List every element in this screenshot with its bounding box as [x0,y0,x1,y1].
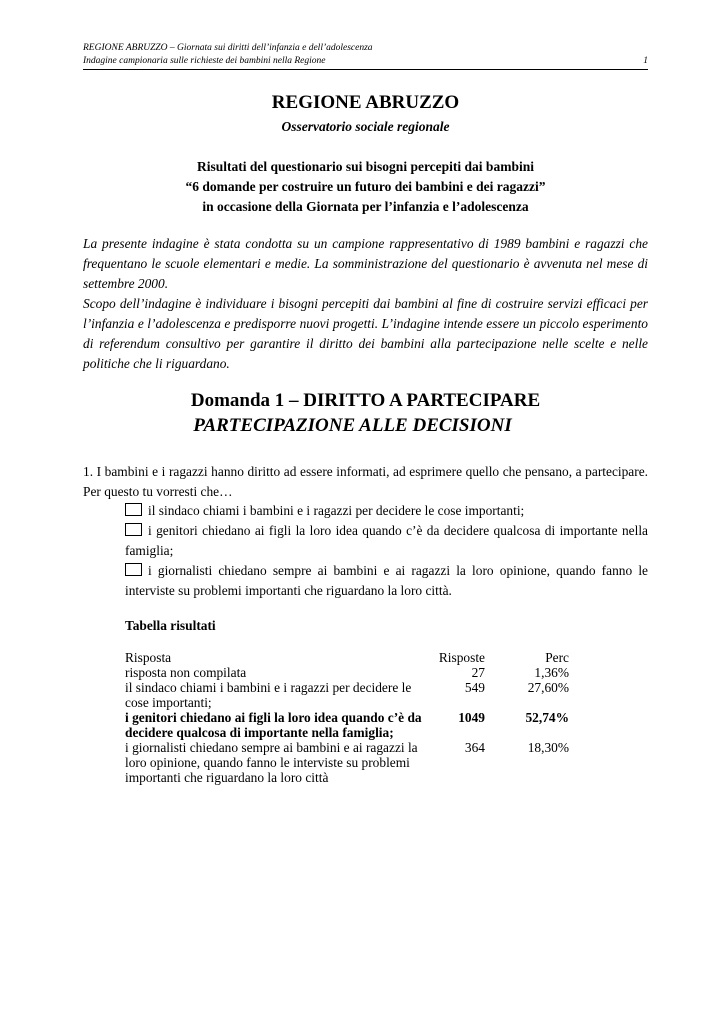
option-label: il sindaco chiami i bambini e i ragazzi per decidere le cose importanti; [148,503,525,518]
header-risposte: Risposte [438,650,485,665]
report-title-line-2: “6 domande per costruire un futuro dei bambini e dei ragazzi” [185,179,546,194]
header-risposta: Risposta [125,650,172,665]
row-label: i giornalisti chiedano sempre ai bambini e ai ragazzi la loro opinione, quando fanno le interviste su problemi importanti che riguardano la loro città [125,740,418,785]
row-label: i genitori chiedano ai figli la loro idea quando c’è da decidere qualcosa di importante nella famiglia; [125,710,422,740]
org-subtitle: Osservatorio sociale regionale [281,119,450,134]
option-label: i giornalisti chiedano sempre ai bambini e ai ragazzi la loro opinione, quando fanno le interviste su problemi importanti che riguardano la loro città. [125,563,648,598]
row-count: 549 [464,680,485,695]
running-header [83,42,648,68]
question-subtitle: PARTECIPAZIONE ALLE DECISIONI [193,415,512,436]
row-count: 1049 [458,710,485,725]
row-perc: 52,74% [525,710,569,725]
header-rule [83,69,648,70]
intro-paragraph-1: La presente indagine è stata condotta su un campione rappresentativo di 1989 bambini e ragazzi che frequentano le scuole elementari e medie. La somministrazione del questionario è avvenuta nel mese di settembre 2000. [83,236,648,291]
header-line-2: Indagine campionaria sulle richieste dei bambini nella Regione [83,56,326,66]
table-header-row [125,650,569,665]
table-row-highlighted [125,710,569,740]
row-count: 27 [471,665,485,680]
checkbox-icon[interactable] [125,503,142,516]
row-perc: 18,30% [527,740,569,755]
answer-options [125,501,648,601]
intro-paragraph-2: Scopo dell’indagine è individuare i bisogni percepiti dai bambini al fine di costruire servizi efficaci per l’infanzia e l’adolescenza e predisporre nuovi progetti. L’indagine intende essere un piccolo esperimento di referendum consultivo per garantire il diritto dei bambini alla partecipazione nelle scelte e nelle politiche che li riguardano. [83,296,648,371]
table-row [125,680,569,710]
report-title-line-1: Risultati del questionario sui bisogni percepiti dai bambini [197,159,534,174]
table-row [125,740,569,785]
page-number: 1 [643,56,648,66]
row-label: risposta non compilata [125,665,247,680]
report-title-line-3: in occasione della Giornata per l’infanzia e l’adolescenza [202,199,529,214]
row-perc: 1,36% [534,665,569,680]
results-table [125,650,569,785]
table-row [125,665,569,680]
option-label: i genitori chiedano ai figli la loro idea quando c’è da decidere qualcosa di importante nella famiglia; [125,523,648,558]
option-journalists [125,561,648,601]
org-title: REGIONE ABRUZZO [271,92,460,113]
row-label: il sindaco chiami i bambini e i ragazzi per decidere le cose importanti; [125,680,412,710]
header-perc: Perc [545,650,569,665]
checkbox-icon[interactable] [125,523,142,536]
header-line-1: REGIONE ABRUZZO – Giornata sui diritti dell’infanzia e dell’adolescenza [83,43,373,53]
question-title: Domanda 1 – DIRITTO A PARTECIPARE [190,390,541,411]
table-caption: Tabella risultati [125,618,216,633]
report-titles [83,157,648,217]
row-count: 364 [464,740,485,755]
row-perc: 27,60% [527,680,569,695]
option-parents [125,521,648,561]
option-mayor [125,501,648,521]
question-text: 1. I bambini e i ragazzi hanno diritto ad essere informati, ad esprimere quello che pensano, a partecipare. Per questo tu vorresti che… [83,464,648,499]
intro-text [83,234,648,374]
checkbox-icon[interactable] [125,563,142,576]
